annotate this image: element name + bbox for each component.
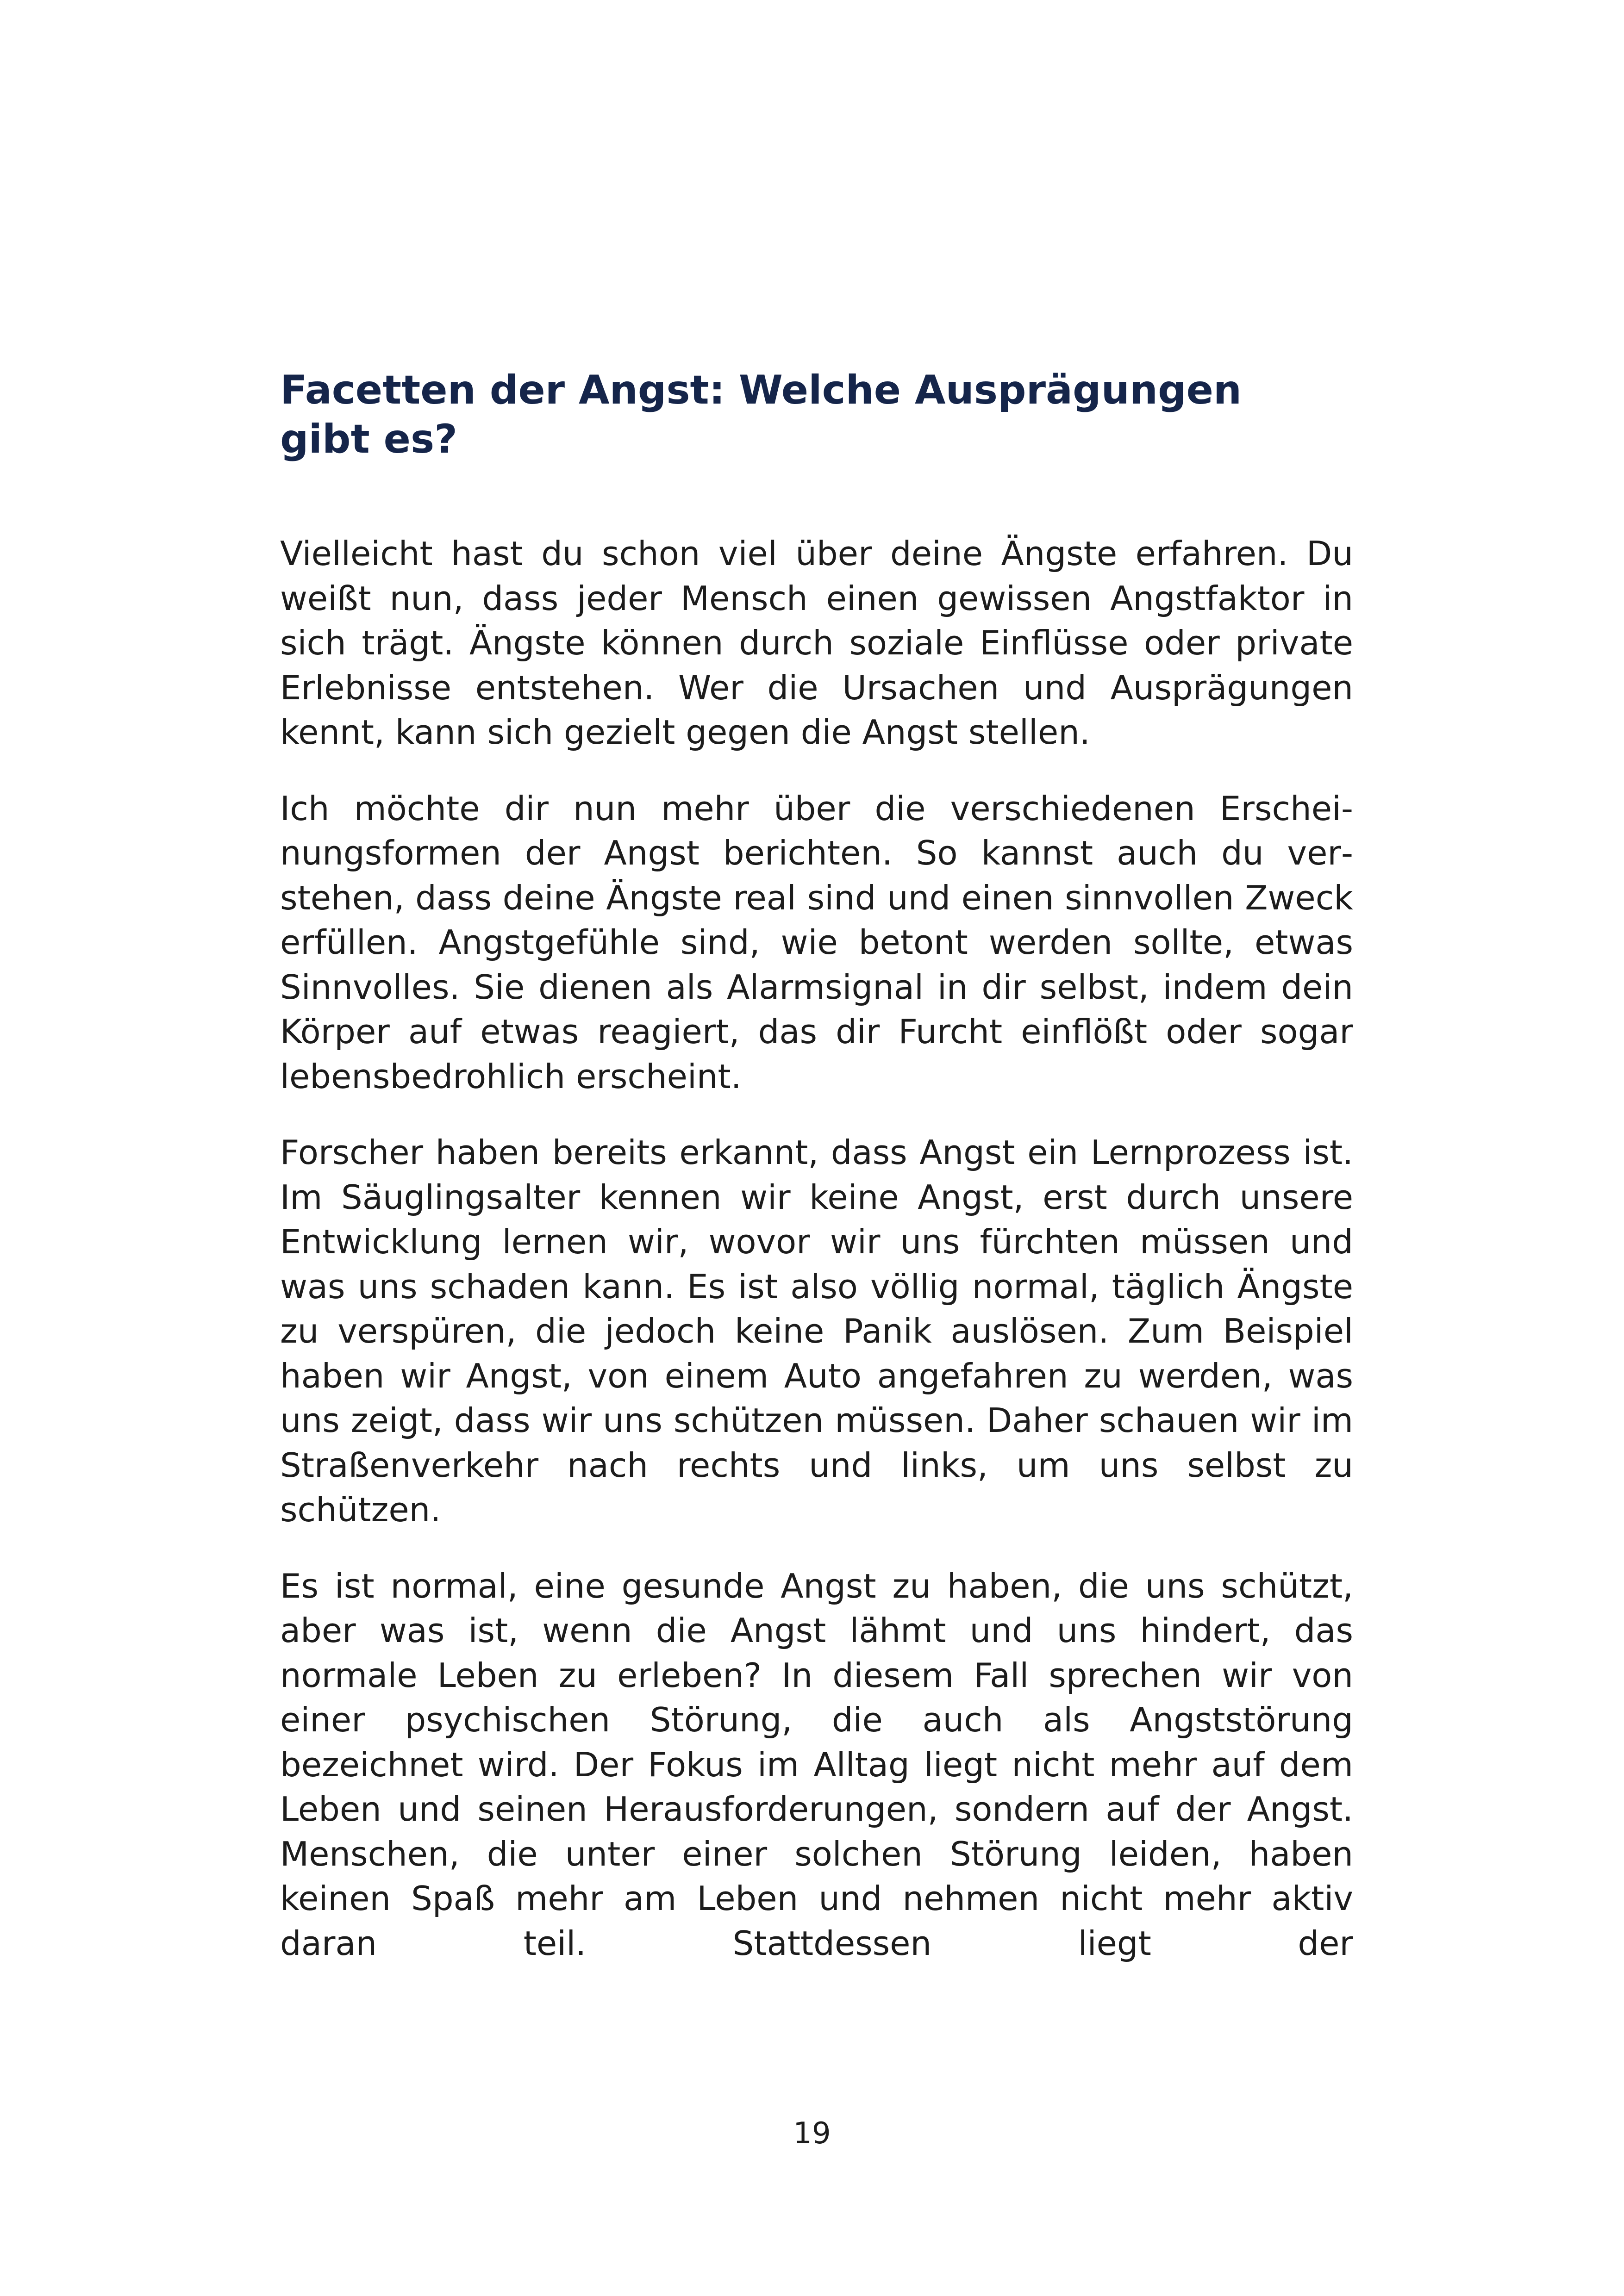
paragraph-4: Es ist normal, eine gesunde Angst zu haben, die uns schützt, aber was ist, wenn die Angst lähmt und uns hindert, das normale Leben zu erleben? In diesem Fall sprechen wir von einer psychischen Störung, die auch als Angststörung bezeichnet wird. Der Fokus im Alltag liegt nicht mehr auf dem Leben und seinen Herausforderungen, sondern auf der Angst. Menschen, die unter einer solchen Störung leiden, haben keinen Spaß mehr am Leben und nehmen nicht mehr aktiv daran teil. Stattdessen liegt der <box>280 1566 1353 1963</box>
chapter-heading-line-1: Facetten der Angst: Welche Ausprägungen <box>280 367 1242 413</box>
chapter-heading-line-2: gibt es? <box>280 416 458 462</box>
paragraph-2: Ich möchte dir nun mehr über die verschiedenen Erscheinungsformen der Angst berichten. So kannst auch du verstehen, dass deine Ängste real sind und einen sinnvollen Zweck erfüllen. Angstgefühle sind, wie betont werden sollte, etwas Sinnvolles. Sie dienen als Alarmsignal in dir selbst, indem dein Körper auf etwas reagiert, das dir Furcht einflößt oder sogar lebensbedrohlich erscheint. <box>280 789 1353 1096</box>
body-text <box>280 531 1353 1997</box>
paragraph-1: Vielleicht hast du schon viel über deine Ängste erfahren. Du weißt nun, dass jeder Mensch einen gewissen Angstfaktor in sich trägt. Ängste können durch soziale Einflüsse oder private Erlebnisse entstehen. Wer die Ursachen und Ausprägungen kennt, kann sich gezielt gegen die Angst stellen. <box>280 534 1353 752</box>
paragraph-3: Forscher haben bereits erkannt, dass Angst ein Lernprozess ist. Im Säuglingsalter kennen wir keine Angst, erst durch unsere Entwicklung lernen wir, wovor wir uns fürchten müssen und was uns schaden kann. Es ist also völlig normal, täglich Ängste zu verspüren, die jedoch keine Panik auslösen. Zum Beispiel haben wir Angst, von einem Auto angefahren zu werden, was uns zeigt, dass wir uns schützen müssen. Daher schauen wir im Straßenverkehr nach rechts und links, um uns selbst zu schützen. <box>280 1133 1353 1529</box>
page-number: 19 <box>793 2116 831 2151</box>
chapter-heading <box>280 366 1363 464</box>
